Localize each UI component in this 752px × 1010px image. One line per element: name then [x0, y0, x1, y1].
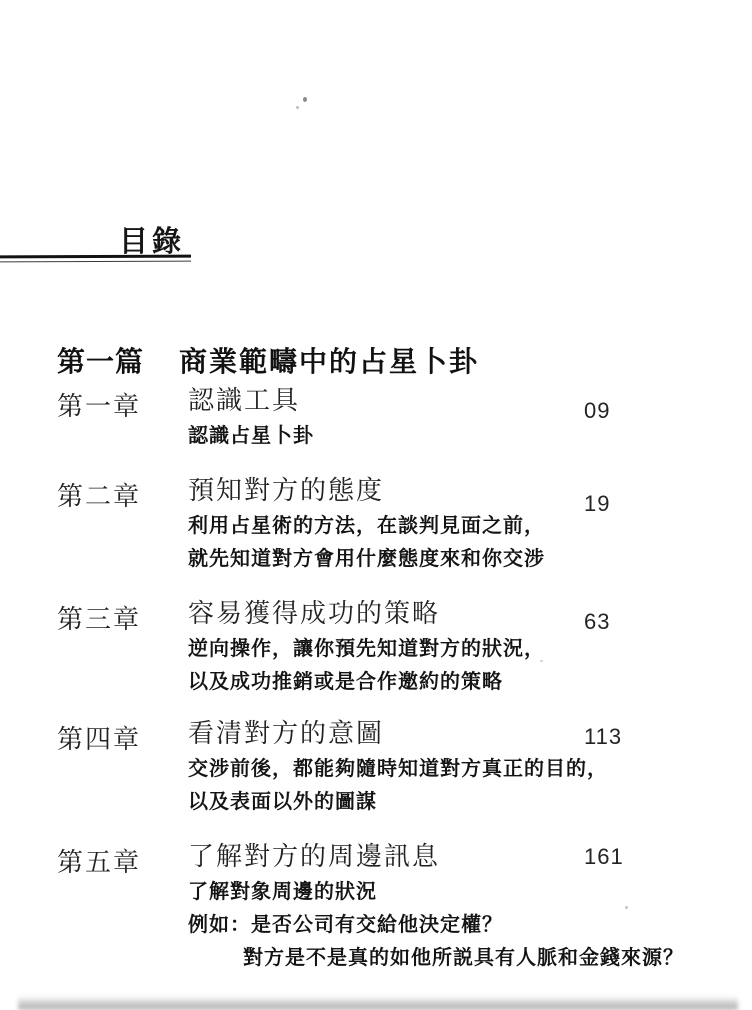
chapter-subtitles: [188, 876, 684, 975]
part-label: 第一篇: [57, 346, 145, 377]
subtitle-line: 對方是不是真的如他所説具有人脈和金錢來源？: [243, 947, 684, 969]
chapter-content: [188, 842, 684, 975]
chapter-subtitles: [188, 420, 618, 453]
chapter-label: 第三章: [57, 605, 142, 634]
page-title: 目錄: [119, 226, 186, 258]
part-title: 商業範疇中的占星卜卦: [179, 346, 480, 377]
subtitle-line: 逆向操作，讓你預先知道對方的狀況，: [188, 638, 545, 660]
chapter-title: 容易獲得成功的策略: [188, 599, 441, 628]
chapter-label: 第四章: [57, 725, 142, 754]
chapter-content: [188, 476, 618, 576]
chapter-title: 看清對方的意圖: [188, 719, 385, 748]
subtitle-line: 就先知道對方會用什麼態度來和你交涉: [188, 548, 545, 570]
subtitle-line: 認識占星卜卦: [188, 425, 314, 447]
scan-speck: [296, 106, 299, 109]
chapter-subtitles: [188, 633, 618, 699]
chapter-page-number: 161: [584, 844, 624, 869]
subtitle-line: 以及成功推銷或是合作邀約的策略: [188, 671, 503, 693]
scan-speck: [625, 906, 628, 909]
chapter-page-number: 19: [584, 491, 611, 516]
scan-speck: [540, 660, 543, 662]
chapter-page-number: 63: [584, 609, 611, 634]
chapter-label: 第一章: [57, 392, 142, 421]
chapter-title: 認識工具: [188, 386, 301, 415]
chapter-page-number: 09: [584, 398, 611, 423]
scan-speck: [303, 97, 307, 102]
chapter-content: [188, 599, 618, 699]
chapter-subtitles: [188, 753, 618, 819]
chapter-title: 了解對方的周邊訊息: [188, 842, 441, 871]
chapter-content: [188, 386, 618, 453]
scan-shadow-bottom: [18, 996, 738, 1010]
chapter-label: 第五章: [57, 848, 142, 877]
subtitle-line: 例如：是否公司有交給他決定權？: [188, 914, 503, 936]
title-underline-rule: [0, 255, 191, 263]
subtitle-line: 利用占星術的方法，在談判見面之前，: [188, 515, 545, 537]
chapter-title: 預知對方的態度: [188, 476, 385, 505]
subtitle-line: 以及表面以外的圖謀: [188, 791, 377, 813]
chapter-page-number: 113: [584, 724, 623, 749]
chapter-content: [188, 719, 618, 819]
subtitle-line: 交涉前後，都能夠隨時知道對方真正的目的，: [188, 758, 608, 780]
chapter-label: 第二章: [57, 482, 142, 511]
chapter-subtitles: [188, 510, 618, 576]
subtitle-line: 了解對象周邊的狀況: [188, 881, 377, 903]
